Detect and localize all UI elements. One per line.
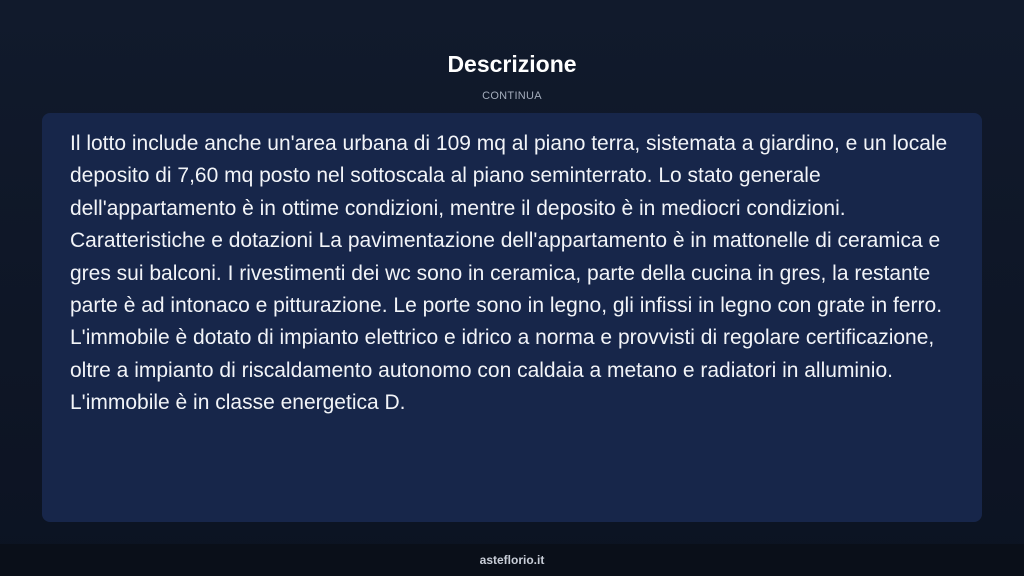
description-text: Il lotto include anche un'area urbana di 109 mq al piano terra, sistemata a giardino, e un locale deposito di 7,60 mq posto nel sottoscala al piano seminterrato. Lo stato generale dell'appartamento è in ottime condizioni, mentre il deposito è in mediocri condizioni. Caratteristiche e dotazioni La pavimentazione dell'appartamento è in mattonelle di ceramica e gres sui balconi. I rivestimenti dei wc sono in ceramica, parte della cucina in gres, la restante parte è ad intonaco e pitturazione. Le porte sono in legno, gli infissi in legno con grate in ferro. L'immobile è dotato di impianto elettrico e idrico a norma e provvisti di regolare certificazione, oltre a impianto di riscaldamento autonomo con caldaia a metano e radiatori in alluminio. L'immobile è in classe energetica D. xyxy=(70,132,948,415)
description-card xyxy=(42,113,982,522)
footer-brand: asteflorio.it xyxy=(479,553,545,567)
continua-label: CONTINUA xyxy=(482,90,542,102)
footer-bar xyxy=(0,544,1024,576)
page-title: Descrizione xyxy=(447,51,577,77)
